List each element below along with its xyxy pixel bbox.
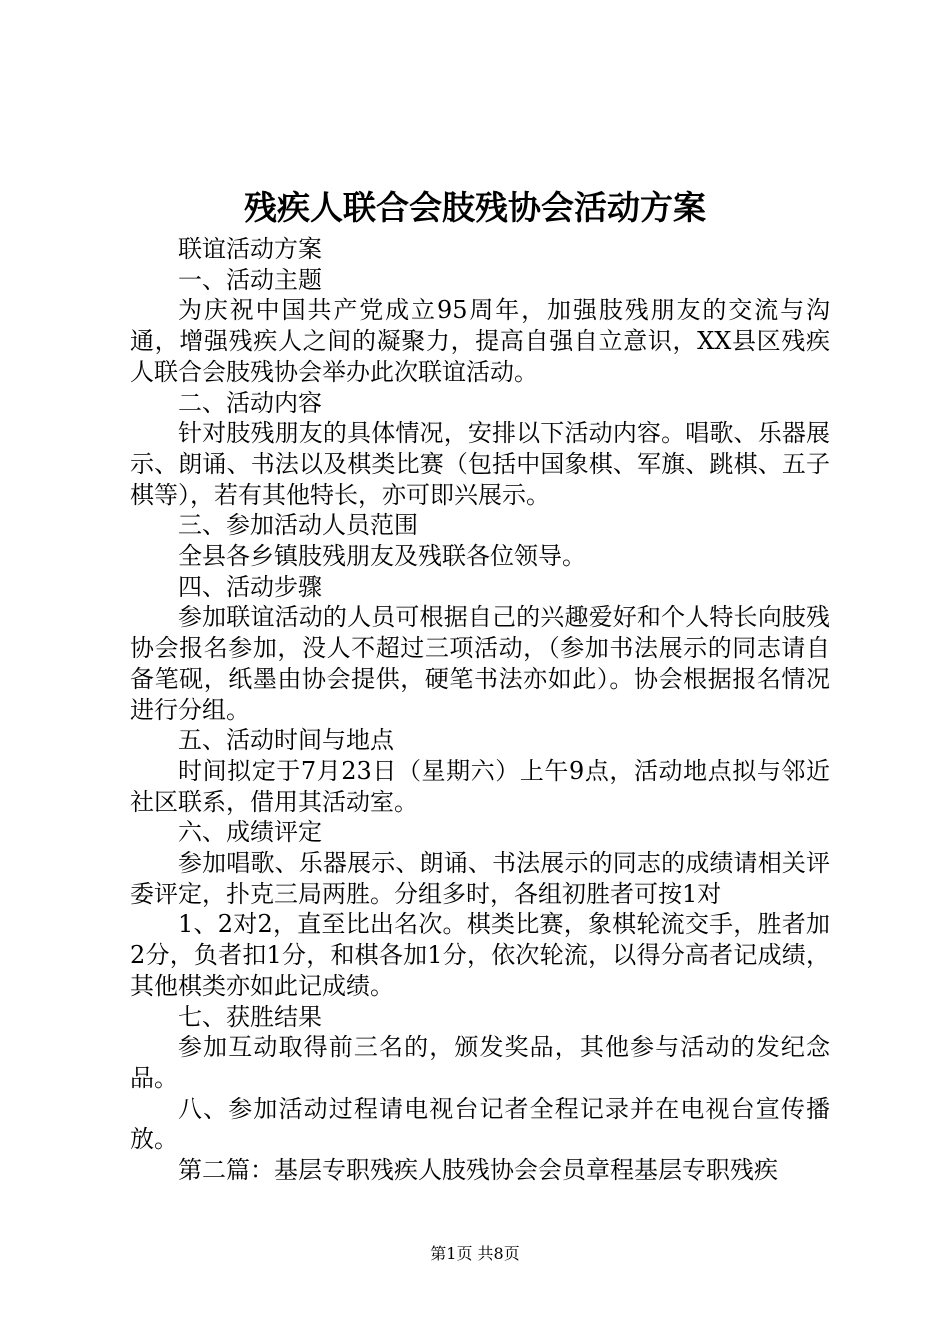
paragraph: 参加互动取得前三名的，颁发奖品，其他参与活动的发纪念品。	[130, 1033, 830, 1092]
section-heading-3: 三、参加活动人员范围	[178, 511, 418, 540]
document-title: 残疾人联合会肢残协会活动方案	[244, 188, 706, 227]
section-heading-6: 六、成绩评定	[178, 818, 322, 847]
document-body	[130, 234, 830, 1186]
paragraph: 为庆祝中国共产党成立95周年，加强肢残朋友的交流与沟通，增强残疾人之间的凝聚力，提高自强自立意识，XX县区残疾人联合会肢残协会举办此次联谊活动。	[130, 296, 830, 386]
paragraph: 参加联谊活动的人员可根据自己的兴趣爱好和个人特长向肢残协会报名参加，没人不超过三项活动，（参加书法展示的同志请自备笔砚，纸墨由协会提供，硬笔书法亦如此）。协会根据报名情况进行分组。	[130, 603, 830, 724]
paragraph: 八、参加活动过程请电视台记者全程记录并在电视台宣传播放。	[130, 1094, 830, 1154]
section-heading-1: 一、活动主题	[178, 265, 322, 294]
paragraph-subtitle: 联谊活动方案	[178, 235, 322, 263]
paragraph: 参加唱歌、乐器展示、朗诵、书法展示的同志的成绩请相关评委评定，扑克三局两胜。分组多时，各组初胜者可按1对	[130, 849, 830, 908]
paragraph: 1、2对2，直至比出名次。棋类比赛，象棋轮流交手，胜者加2分，负者扣1分，和棋各加1分，依次轮流，以得分高者记成绩，其他棋类亦如此记成绩。	[130, 910, 830, 1000]
paragraph: 针对肢残朋友的具体情况，安排以下活动内容。唱歌、乐器展示、朗诵、书法以及棋类比赛（包括中国象棋、军旗、跳棋、五子棋等），若有其他特长，亦可即兴展示。	[130, 419, 830, 509]
section-heading-2: 二、活动内容	[178, 388, 322, 417]
paragraph: 时间拟定于7月23日（星期六）上午9点，活动地点拟与邻近社区联系，借用其活动室。	[130, 756, 830, 816]
paragraph: 第二篇：基层专职残疾人肢残协会会员章程基层专职残疾	[178, 1156, 778, 1185]
paragraph: 全县各乡镇肢残朋友及残联各位领导。	[178, 542, 586, 571]
section-heading-5: 五、活动时间与地点	[178, 726, 394, 755]
section-heading-7: 七、获胜结果	[178, 1002, 322, 1031]
section-heading-4: 四、活动步骤	[178, 572, 322, 601]
page-footer: 第1页 共8页	[430, 1244, 520, 1263]
